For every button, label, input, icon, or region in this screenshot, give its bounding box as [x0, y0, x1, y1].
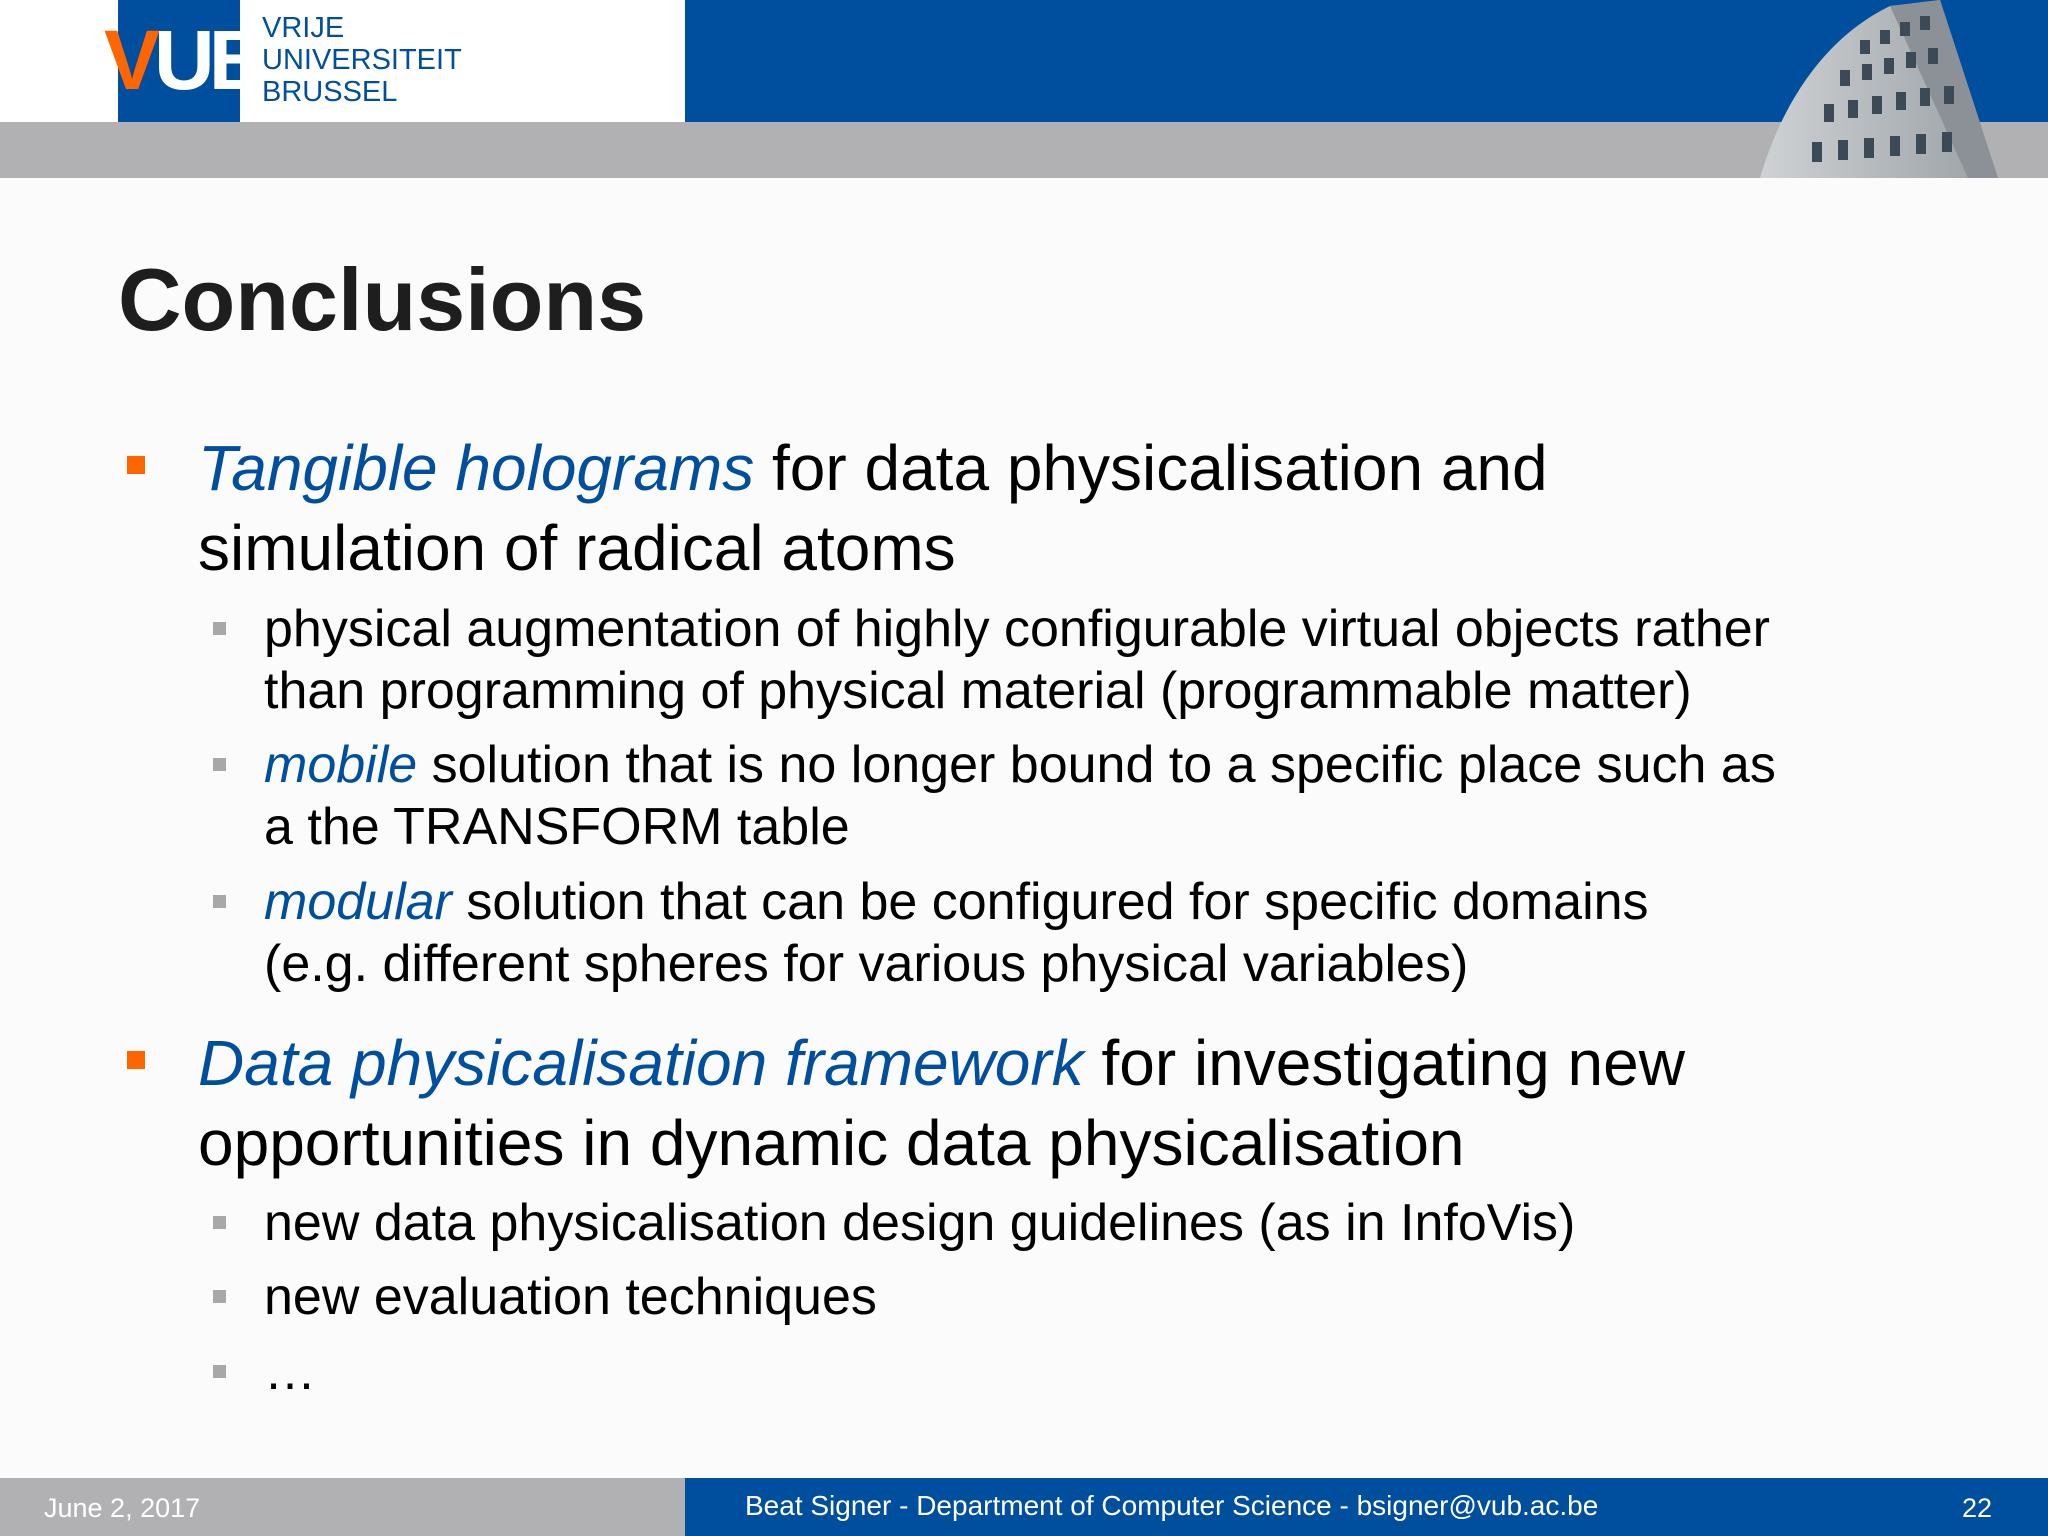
- sub-bullet-text-continued: (e.g. different spheres for various physical variables): [264, 935, 1469, 993]
- sub-bullet-emphasis: modular: [264, 873, 452, 931]
- gray-bullet-icon: [213, 622, 226, 635]
- sub-bullet-text: physical augmentation of highly configurable virtual objects rather: [264, 600, 1770, 658]
- sub-bullet-mobile: [264, 734, 1984, 858]
- gray-bullet-icon: [213, 895, 226, 908]
- footer-author-info: Beat Signer - Department of Computer Science - bsigner@vub.ac.be: [745, 1490, 1599, 1521]
- gray-bullet-icon: [213, 1216, 226, 1229]
- bullet-data-physicalisation-framework: [198, 1023, 1978, 1183]
- gray-bullet-icon: [213, 1365, 226, 1378]
- orange-bullet-icon: [127, 1051, 145, 1069]
- bullet-text: for investigating new: [1083, 1027, 1685, 1099]
- bullet-emphasis: Data physicalisation framework: [198, 1027, 1084, 1099]
- university-name-line1: VRIJE: [262, 12, 345, 44]
- bullet-text-continued: opportunities in dynamic data physicalisation: [198, 1107, 1465, 1179]
- sub-bullet-physical-augmentation: [264, 598, 1984, 722]
- bullet-text: for data physicalisation and: [754, 432, 1548, 504]
- sub-bullet-design-guidelines: [264, 1192, 1984, 1254]
- sub-bullet-text: solution that is no longer bound to a specific place such as: [417, 736, 1776, 794]
- university-name-line2: UNIVERSITEIT: [262, 44, 462, 76]
- sub-bullet-text-continued: than programming of physical material (programmable matter): [264, 662, 1692, 720]
- university-name: [262, 12, 462, 108]
- gray-bullet-icon: [213, 758, 226, 771]
- bullet-tangible-holograms: [198, 428, 1978, 588]
- university-name-line3: BRUSSEL: [262, 76, 398, 108]
- sub-bullet-modular: [264, 871, 1984, 995]
- sub-bullet-evaluation-techniques: [264, 1266, 1984, 1328]
- vub-logo-mark: VUB: [104, 13, 264, 107]
- footer-page-number: 22: [1962, 1493, 1993, 1523]
- footer-date: June 2, 2017: [44, 1493, 201, 1523]
- gray-bullet-icon: [213, 1290, 226, 1303]
- bullet-emphasis: Tangible holograms: [198, 432, 755, 504]
- sub-bullet-ellipsis: [264, 1341, 1984, 1403]
- sub-bullet-emphasis: mobile: [264, 736, 418, 794]
- sub-bullet-text: new evaluation techniques: [264, 1268, 877, 1326]
- bullet-text-continued: simulation of radical atoms: [198, 512, 956, 584]
- building-photo: [1740, 0, 2000, 178]
- orange-bullet-icon: [127, 456, 145, 474]
- slide-title: Conclusions: [118, 250, 647, 349]
- sub-bullet-text-continued: a the TRANSFORM table: [264, 798, 850, 856]
- sub-bullet-text: …: [264, 1343, 316, 1401]
- sub-bullet-text: solution that can be configured for specific domains: [451, 873, 1649, 931]
- sub-bullet-text: new data physicalisation design guidelines (as in InfoVis): [264, 1194, 1576, 1252]
